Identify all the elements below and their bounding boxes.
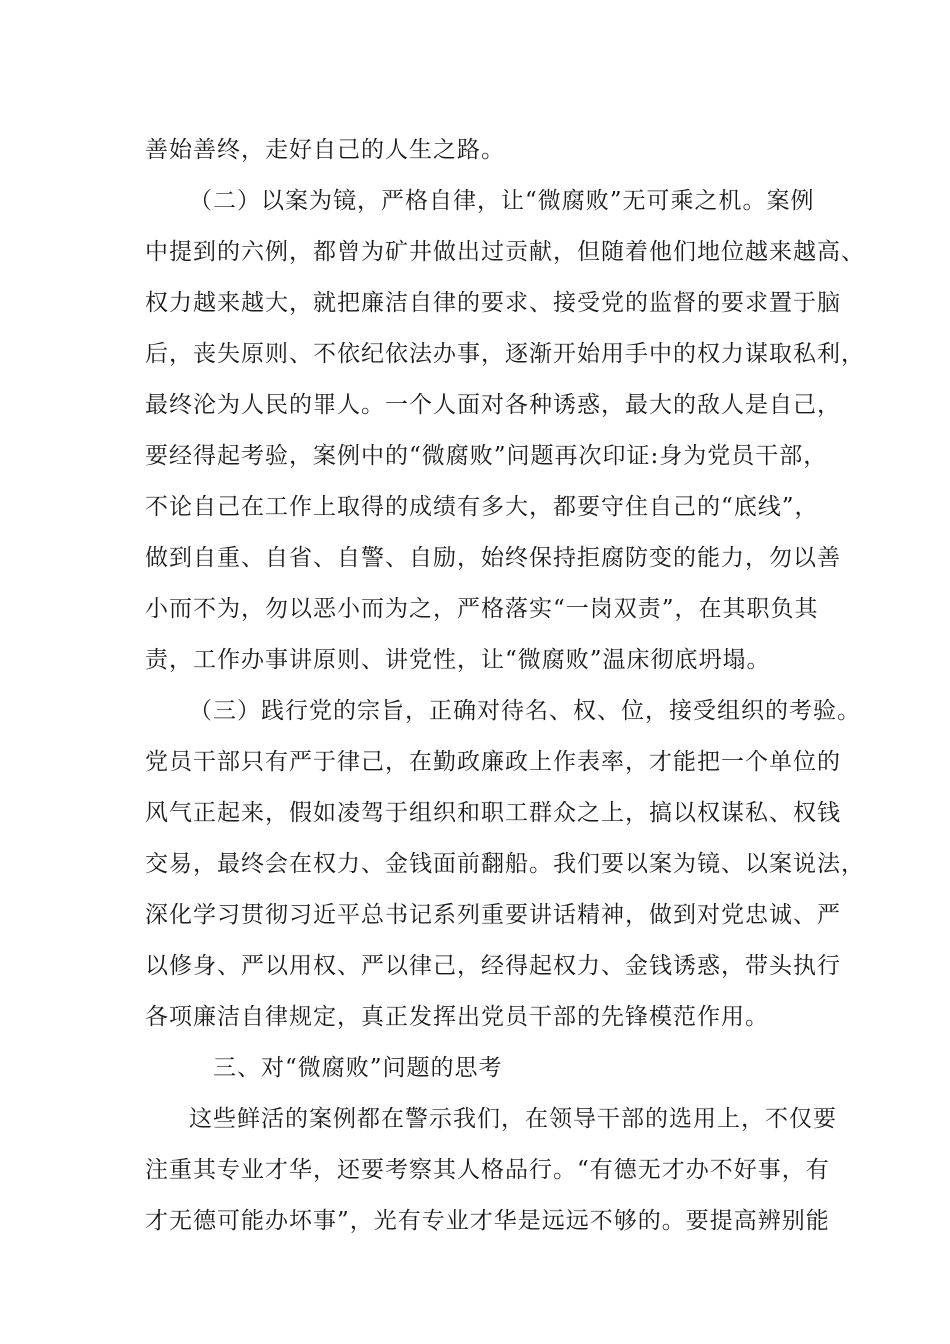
text-line: 注重其专业才华，还要考察其人格品行。“有德无才办不好事，有: [145, 1157, 830, 1183]
text-line: 党员干部只有严于律己，在勤政廉政上作表率，才能把一个单位的: [145, 749, 841, 775]
text-line: 交易，最终会在权力、金钱面前翻船。我们要以案为镜、以案说法，: [145, 851, 865, 877]
text-line: 风气正起来，假如凌驾于组织和职工群众之上，搞以权谋私、权钱: [145, 800, 841, 826]
section-heading: （三）践行党的宗旨，正确对待名、权、位，接受组织的考验。: [189, 698, 861, 724]
text-line: 做到自重、自省、自警、自励，始终保持拒腐防变的能力，勿以善: [145, 545, 841, 571]
text-line: 中提到的六例，都曾为矿井做出过贡献，但随着他们地位越来越高、: [145, 239, 865, 265]
text-line: 最终沦为人民的罪人。一个人面对各种诱惑，最大的敌人是自己，: [145, 392, 841, 418]
text-line: 善始善终，走好自己的人生之路。: [145, 137, 505, 163]
text-line: 责，工作办事讲原则、讲党性，让“微腐败”温床彻底坍塌。: [145, 647, 771, 673]
text-line: 这些鲜活的案例都在警示我们，在领导干部的选用上，不仅要: [189, 1106, 837, 1132]
text-line: 深化学习贯彻习近平总书记系列重要讲话精神，做到对党忠诚、严: [145, 902, 841, 928]
text-line: 要经得起考验，案例中的“微腐败”问题再次印证:身为党员干部，: [145, 443, 828, 469]
text-line: 以修身、严以用权、严以律己，经得起权力、金钱诱惑，带头执行: [145, 953, 841, 979]
chapter-heading: 三、对“微腐败”问题的思考: [213, 1055, 503, 1081]
text-line: 各项廉洁自律规定，真正发挥出党员干部的先锋模范作用。: [145, 1004, 769, 1030]
text-line: 不论自己在工作上取得的成绩有多大，都要守住自己的“底线”，: [145, 494, 819, 520]
text-line: 才无德可能办坏事”，光有专业才华是远远不够的。要提高辨别能: [145, 1208, 830, 1234]
text-line: 后，丧失原则、不依纪依法办事，逐渐开始用手中的权力谋取私利，: [145, 341, 865, 367]
section-heading: （二）以案为镜，严格自律，让“微腐败”无可乘之机。案例: [189, 188, 815, 214]
text-line: 小而不为，勿以恶小而为之，严格落实“一岗双责”，在其职负其: [145, 596, 819, 622]
text-line: 权力越来越大，就把廉洁自律的要求、接受党的监督的要求置于脑: [145, 290, 841, 316]
